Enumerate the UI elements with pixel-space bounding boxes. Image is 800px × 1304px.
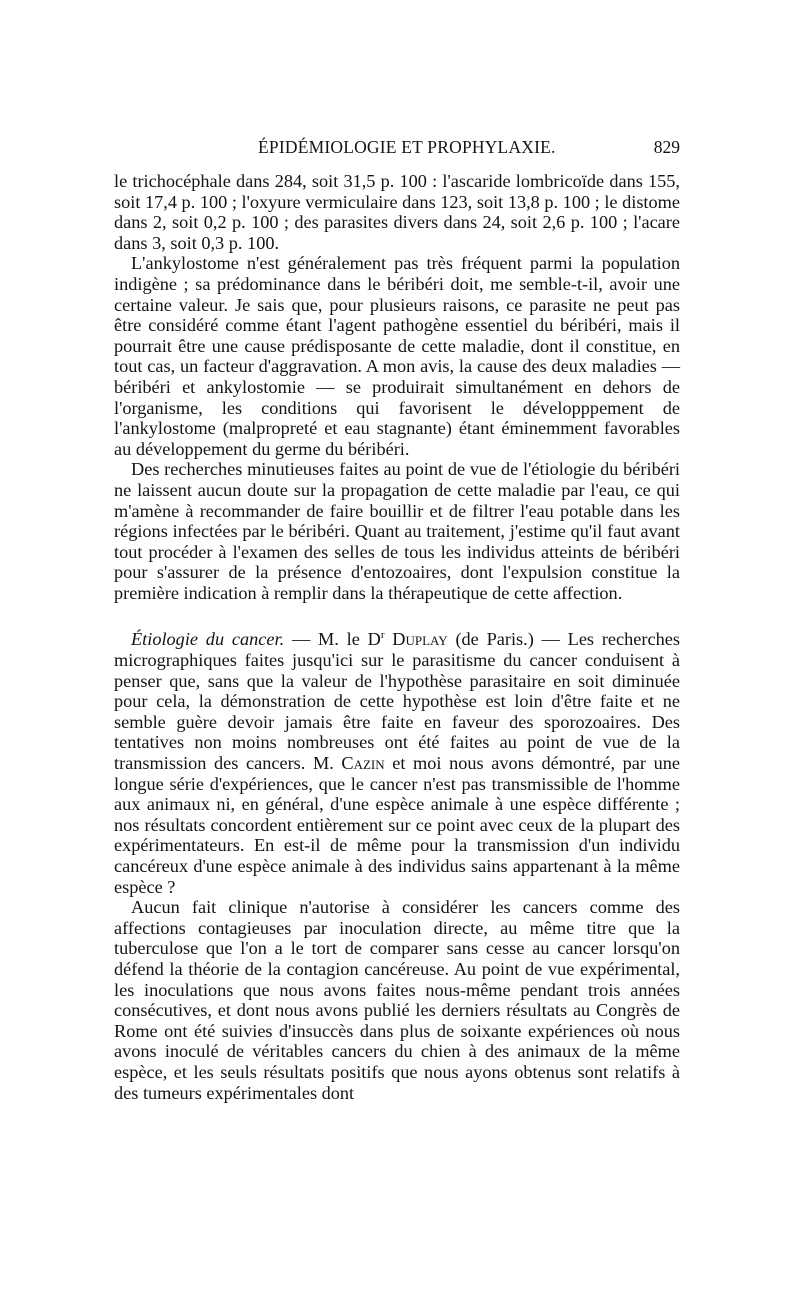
section-gap: [114, 603, 680, 629]
cancer-text-part-1: Les recherches micrographiques faites jusqu'ici sur le parasitisme du cancer conduisent à penser que, sans que la valeur de l'hypothèse parasitaire en soit diminuée pour cela, la démonstration de cette hypothèse est loin d'être faite et ne semble guère devoir jamais être faite en faveur des sporozoaires. Des tentatives non moins nombreuses ont été faites au point de vue de la transmission des cancers. M.: [114, 629, 680, 774]
author-prefix: — M. le D: [284, 629, 381, 650]
section-title: Étiologie du cancer.: [131, 629, 285, 650]
page-header: [114, 137, 680, 161]
paragraph-ankylostome: L'ankylostome n'est généralement pas très fréquent parmi la population indigène ; sa prédominance dans le béribéri doit, me semble-t-il, avoir une certaine valeur. Je sais que, pour plusieurs raisons, ce parasite ne peut pas être considéré comme étant l'agent pathogène essentiel du béribéri, mais il pourrait être une cause prédisposante de cette maladie, dont il constitue, en tout cas, un facteur d'aggravation. A mon avis, la cause des deux maladies — béribéri et ankylostomie — se produirait simultanément en dehors de l'organisme, les conditions qui favorisent le développpement de l'ankylostome (malpropreté et eau stagnante) étant éminemment favorables au développement du germe du béribéri.: [114, 253, 680, 459]
author-place: (de Paris.) —: [447, 629, 568, 650]
doctor-superscript: r: [380, 629, 385, 642]
running-title: ÉPIDÉMIOLOGIE ET PROPHYLAXIE.: [258, 137, 556, 157]
paragraph-cancer-contagion: Aucun fait clinique n'autorise à considérer les cancers comme des affections contagieuses par inoculation directe, au même titre que la tuberculose que l'on a le tort de comparer sans cesse au cancer lorsqu'on défend la théorie de la contagion cancéreuse. Au point de vue expérimental, les inoculations que nous avons faites nous-même pendant trois années consécutives, et dont nous avons publié les derniers résultats au Congrès de Rome ont été suivies d'insuccès dans plus de soixante expériences où nous avons inoculé de véritables cancers du chien à des animaux de la même espèce, et les seuls résultats positifs que nous ayons obtenus sont relatifs à des tumeurs expérimentales dont: [114, 897, 680, 1103]
author-name: Duplay: [392, 629, 448, 650]
cancer-text-part-2: et moi nous avons démontré, par une longue série d'expériences, que le cancer n'est pas transmissible de l'homme aux animaux ni, en général, d'une espèce animale à une espèce différente ; nos résultats concordent entièrement sur ce point avec ceux de la plupart des expérimentateurs. En est-il de même pour la transmission d'un individu cancéreux d'une espèce animale à des individus sains appartenant à la même espèce ?: [114, 753, 680, 897]
collaborator-name: Cazin: [341, 753, 385, 774]
body-text: [114, 171, 680, 1103]
paragraph-parasite-statistics: le trichocéphale dans 284, soit 31,5 p. 100 : l'ascaride lombricoïde dans 155, soit 17,4 p. 100 ; l'oxyure vermiculaire dans 123, soit 13,8 p. 100 ; le distome dans 2, soit 0,2 p. 100 ; des parasites divers dans 24, soit 2,6 p. 100 ; l'acare dans 3, soit 0,3 p. 100.: [114, 171, 680, 253]
paragraph-cancer-etiology: [114, 629, 680, 897]
page-number: 829: [653, 137, 680, 157]
paragraph-beriberi-water: Des recherches minutieuses faites au point de vue de l'étiologie du béribéri ne laissent aucun doute sur la propagation de cette maladie par l'eau, ce qui m'amène à recommander de faire bouillir et de filtrer l'eau potable dans les régions infectées par le béribéri. Quant au traitement, j'estime qu'il faut avant tout procéder à l'examen des selles de tous les individus atteints de béribéri pour s'assurer de la présence d'entozoaires, dont l'expulsion constitue la première indication à remplir dans la thérapeutique de cette affection.: [114, 459, 680, 603]
